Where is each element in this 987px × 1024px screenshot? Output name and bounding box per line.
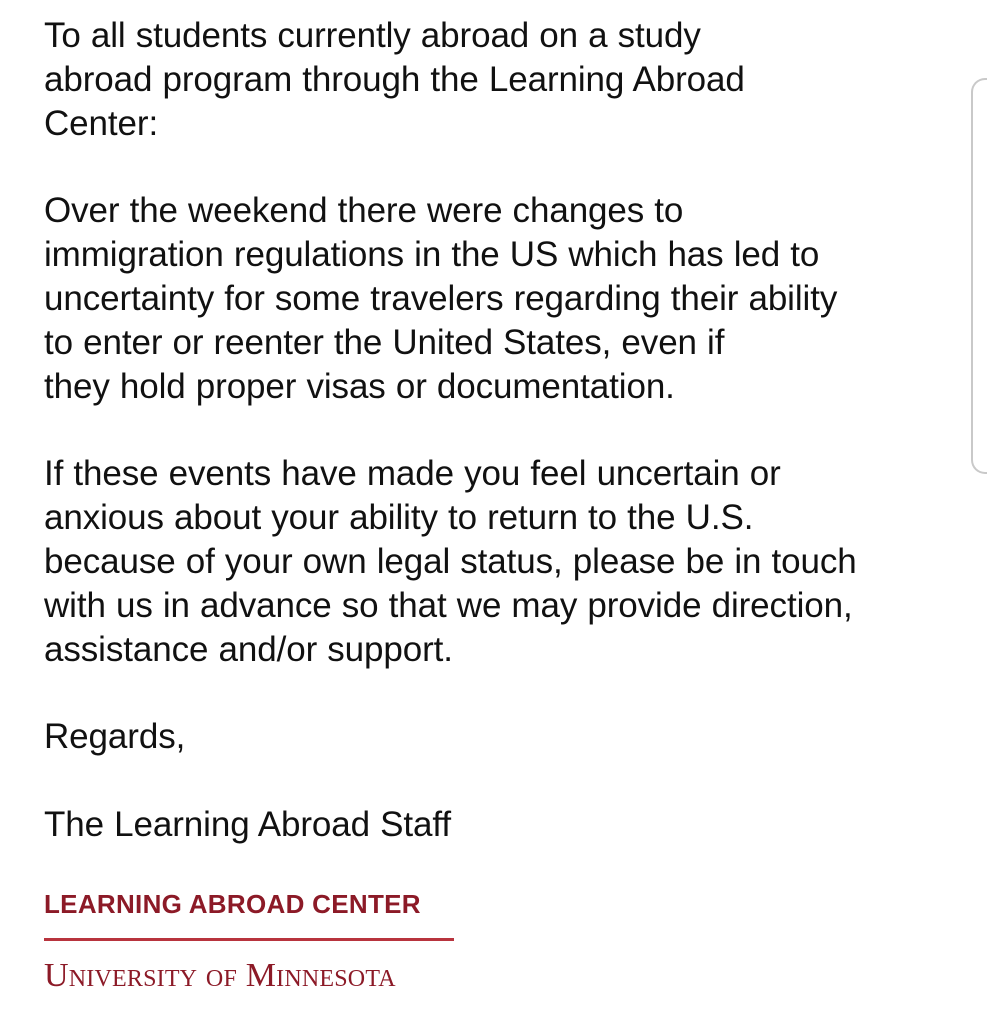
logo-divider xyxy=(44,938,454,941)
signature-text xyxy=(44,803,944,847)
logo-center-name: LEARNING ABROAD CENTER xyxy=(44,889,421,919)
text-line: with us in advance so that we may provide direction, xyxy=(44,585,853,625)
learning-abroad-center-logo xyxy=(44,888,456,995)
text-line: Regards, xyxy=(44,717,186,757)
email-body xyxy=(44,14,944,847)
text-line: The Learning Abroad Staff xyxy=(44,805,451,845)
text-line: If these events have made you feel uncertain or xyxy=(44,454,781,494)
text-line: anxious about your ability to return to the U.S. xyxy=(44,498,754,538)
text-line: they hold proper visas or documentation. xyxy=(44,366,675,406)
text-line: assistance and/or support. xyxy=(44,629,453,669)
text-line: uncertainty for some travelers regarding their ability xyxy=(44,278,838,318)
text-line: To all students currently abroad on a study xyxy=(44,16,701,55)
text-line: Over the weekend there were changes to xyxy=(44,191,684,231)
text-line: immigration regulations in the US which has led to xyxy=(44,235,820,275)
greeting-paragraph xyxy=(44,14,944,145)
side-scroll-handle[interactable] xyxy=(971,78,987,474)
text-line: abroad program through the Learning Abroad xyxy=(44,59,745,99)
logo-university-name: University of Minnesota xyxy=(44,957,396,994)
text-line: Center: xyxy=(44,103,159,143)
text-line: to enter or reenter the United States, even if xyxy=(44,322,725,362)
immigration-changes-paragraph xyxy=(44,189,944,408)
closing-text xyxy=(44,715,944,759)
support-paragraph xyxy=(44,452,944,671)
text-line: because of your own legal status, please be in touch xyxy=(44,541,857,581)
